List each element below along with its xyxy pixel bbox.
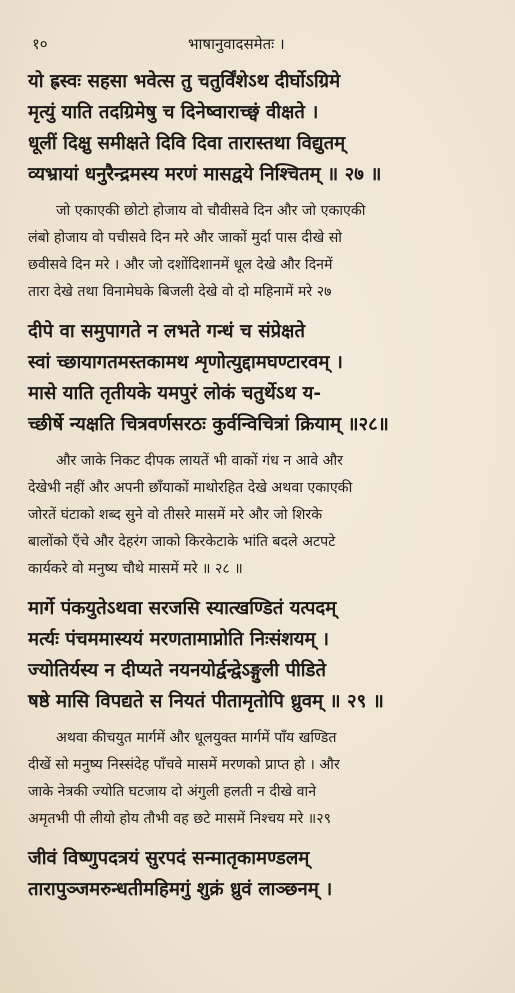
verse-30 xyxy=(28,843,491,905)
commentary-line: तारा देखे तथा विनामेघके बिजली देखे वो दो महिनामें मरे २७ xyxy=(28,284,332,300)
verse-line: मृत्युं याति तदग्रिमेषु च दिनेष्वाराच्छ्वं वीक्षते । xyxy=(28,102,319,123)
verse-line: जीवं विष्णुपदत्रयं सुरपदं सन्मातृकामण्डलम् xyxy=(28,848,310,869)
verse-line: यो ह्रस्वः सहसा भवेत्स तु चतुर्विंशेऽथ दीर्घोऽग्रिमे xyxy=(28,71,341,92)
commentary-28 xyxy=(28,448,491,583)
verse-line: मासे याति तृतीयके यमपुरं लोकं चतुर्थेऽथ य- xyxy=(28,383,322,404)
verse-line: व्यभ्रायां धनुरैन्द्रमस्य मरणं मासद्वये निश्चितम् ॥ २७ ॥ xyxy=(28,164,382,185)
commentary-27 xyxy=(28,198,491,306)
page-number: १० xyxy=(32,35,48,53)
verse-line: दीपे वा समुपागते न लभते गन्धं च संप्रेक्षते xyxy=(28,321,305,342)
verse-line: ज्योतिर्यस्य न दीप्यते नयनयोर्द्वन्द्वेऽङ्गुली पीडिते xyxy=(28,660,326,681)
running-title: भाषानुवादसमेतः । xyxy=(188,35,285,53)
verse-line: तारापुञ्जमरुन्धतीमहिमगुं शुक्रं ध्रुवं लाञ्छनम् । xyxy=(28,879,333,900)
verse-line: च्छीर्षे न्यक्षति चित्रवर्णसरठः कुर्वन्विचित्रां क्रियाम् ॥२८॥ xyxy=(28,414,389,435)
verse-line: षष्ठे मासि विपद्यते स नियतं पीतामृतोपि ध्रुवम् ॥ २९ ॥ xyxy=(28,691,384,712)
commentary-line: दीखें सो मनुष्य निस्संदेह पाँचवे मासमें मरणको प्राप्त हो । और xyxy=(28,757,340,773)
verse-line: मर्त्यः पंचममास्ययं मरणतामाप्नोति निःसंशयम् । xyxy=(28,629,330,650)
commentary-line: लंबो होजाय वो पचीसवे दिन मरे और जाकों मुर्दा पास दीखे सो xyxy=(28,230,342,246)
commentary-line: छवीसवे दिन मरे । और जो दशोंदिशानमें धूल देखे और दिनमें xyxy=(28,257,333,273)
verse-28 xyxy=(28,316,491,440)
commentary-line: बालोंको एँचे और देहरंग जाको किरकेटाके भांति बदले अटपटे xyxy=(28,534,336,550)
verse-27 xyxy=(28,66,491,190)
commentary-line: जाके नेत्रकी ज्योति घटजाय दो अंगुली हलती न दीखे वाने xyxy=(28,784,317,800)
commentary-line: देखेभी नहीं और अपनी छाँयाकों माथोरहित देखे अथवा एकाएकी xyxy=(28,480,353,496)
commentary-line: कार्यकरे वो मनुष्य चौथे मासमें मरे ॥ २८ ॥ xyxy=(28,561,243,577)
commentary-line: जोरतें घंटाको शब्द सुने वो तीसरे मासमें मरे और जो शिरके xyxy=(28,507,323,523)
page-header xyxy=(28,30,491,56)
commentary-line: और जाके निकट दीपक लायतें भी वाकों गंध न आवे और xyxy=(56,453,343,469)
commentary-line: जो एकाएकी छोटो होजाय वो चौवीसवे दिन और जो एकाएकी xyxy=(56,203,366,219)
verse-line: स्वां च्छायागतमस्तकामथ शृणोत्युद्दामघण्टारवम् । xyxy=(28,352,343,373)
commentary-29 xyxy=(28,725,491,833)
commentary-line: अथवा कीचयुत मार्गमें और धूलयुक्त मार्गमें पाँय खण्डित xyxy=(56,730,337,746)
verse-29 xyxy=(28,593,491,717)
verse-line: धूलीं दिक्षु समीक्षते दिवि दिवा तारास्तथा विद्युतम् xyxy=(28,133,346,154)
commentary-line: अमृतभी पी लीयो होय तौभी वह छटे मासमें निश्चय मरे ॥२९ xyxy=(28,811,332,827)
verse-line: मार्गे पंकयुतेऽथवा सरजसि स्यात्खण्डितं यत्पदम् xyxy=(28,598,337,619)
